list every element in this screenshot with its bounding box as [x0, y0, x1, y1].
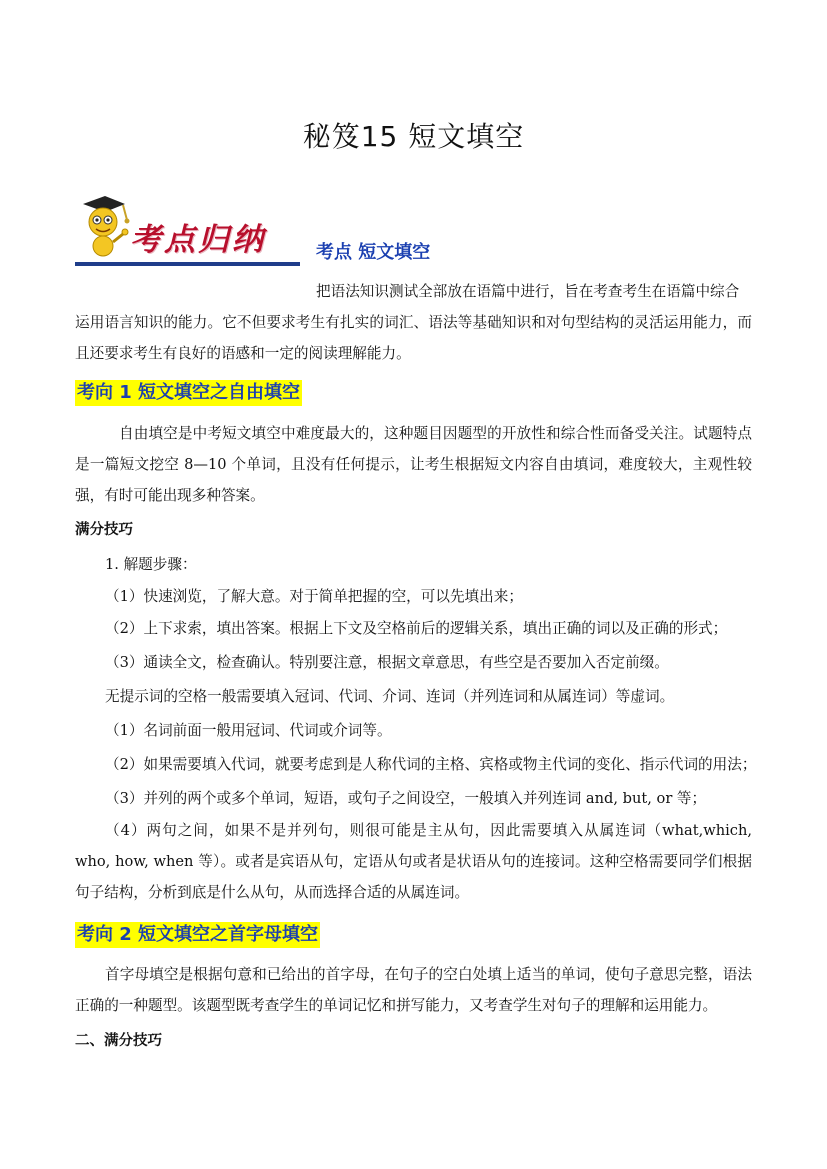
tips-heading: 满分技巧 — [75, 522, 133, 538]
no-hint-item: （1）名词前面一般用冠词、代词或介词等。 — [105, 722, 392, 739]
kaoxiang1-heading: 考向 1 短文填空之自由填空 — [75, 380, 302, 406]
step-item: （3）通读全文，检查确认。特别要注意，根据文章意思，有些空是否要加入否定前缀。 — [105, 654, 669, 671]
intro-first-line: 把语法知识测试全部放在语篇中进行，旨在考查考生在语篇中综合 — [316, 283, 740, 300]
step-item: （1）快速浏览，了解大意。对于简单把握的空，可以先填出来； — [105, 588, 523, 605]
kaoxiang2-heading: 考向 2 短文填空之首字母填空 — [75, 922, 320, 948]
no-hint-item: （3）并列的两个或多个单词，短语，或句子之间设空，一般填入并列连词 and, but, or 等； — [105, 790, 707, 807]
tips-heading-2: 二、满分技巧 — [75, 1033, 162, 1049]
page-title: 秘笈15 短文填空 — [302, 120, 525, 153]
kaoxiang2-paragraph: 首字母填空是根据句意和已给出的首字母，在句子的空白处填上适当的单词，使句子意思完整，语法正确的一种题型。该题型既考查学生的单词记忆和拼写能力，又考查学生对句子的理解和运用能力。 — [75, 966, 752, 1014]
intro-paragraph: 运用语言知识的能力。它不但要求考生有扎实的词汇、语法等基础知识和对句型结构的灵活运用能力，而且还要求考生有良好的语感和一定的阅读理解能力。 — [75, 314, 752, 362]
logo-text: 考点归纳 — [130, 222, 266, 258]
section-heading: 考点 短文填空 — [316, 242, 431, 263]
step-item: （2）上下求索，填出答案。根据上下文及空格前后的逻辑关系，填出正确的词以及正确的形式； — [105, 620, 728, 637]
no-hint-item: （2）如果需要填入代词，就要考虑到是人称代词的主格、宾格或物主代词的变化、指示代词的用法； — [105, 756, 757, 773]
no-hint-item-4: （4）两句之间，如果不是并列句，则很可能是主从句，因此需要填入从属连词（what,which, who, how, when 等）。或者是宾语从句，定语从句或者是状语从句的连接词。这种空格需要同学们根据句子结构，分析到底是什么从句，从而选择合适的从属连词。 — [75, 822, 752, 901]
logo-underline — [75, 262, 300, 266]
no-hint-intro: 无提示词的空格一般需要填入冠词、代词、介词、连词（并列连词和从属连词）等虚词。 — [105, 688, 675, 705]
steps-title: 1. 解题步骤： — [105, 556, 197, 573]
kaoxiang1-paragraph: 自由填空是中考短文填空中难度最大的，这种题目因题型的开放性和综合性而备受关注。试题特点是一篇短文挖空 8—10 个单词，且没有任何提示，让考生根据短文内容自由填词，难度较大，主观性较强，有时可能出现多种答案。 — [75, 425, 752, 504]
